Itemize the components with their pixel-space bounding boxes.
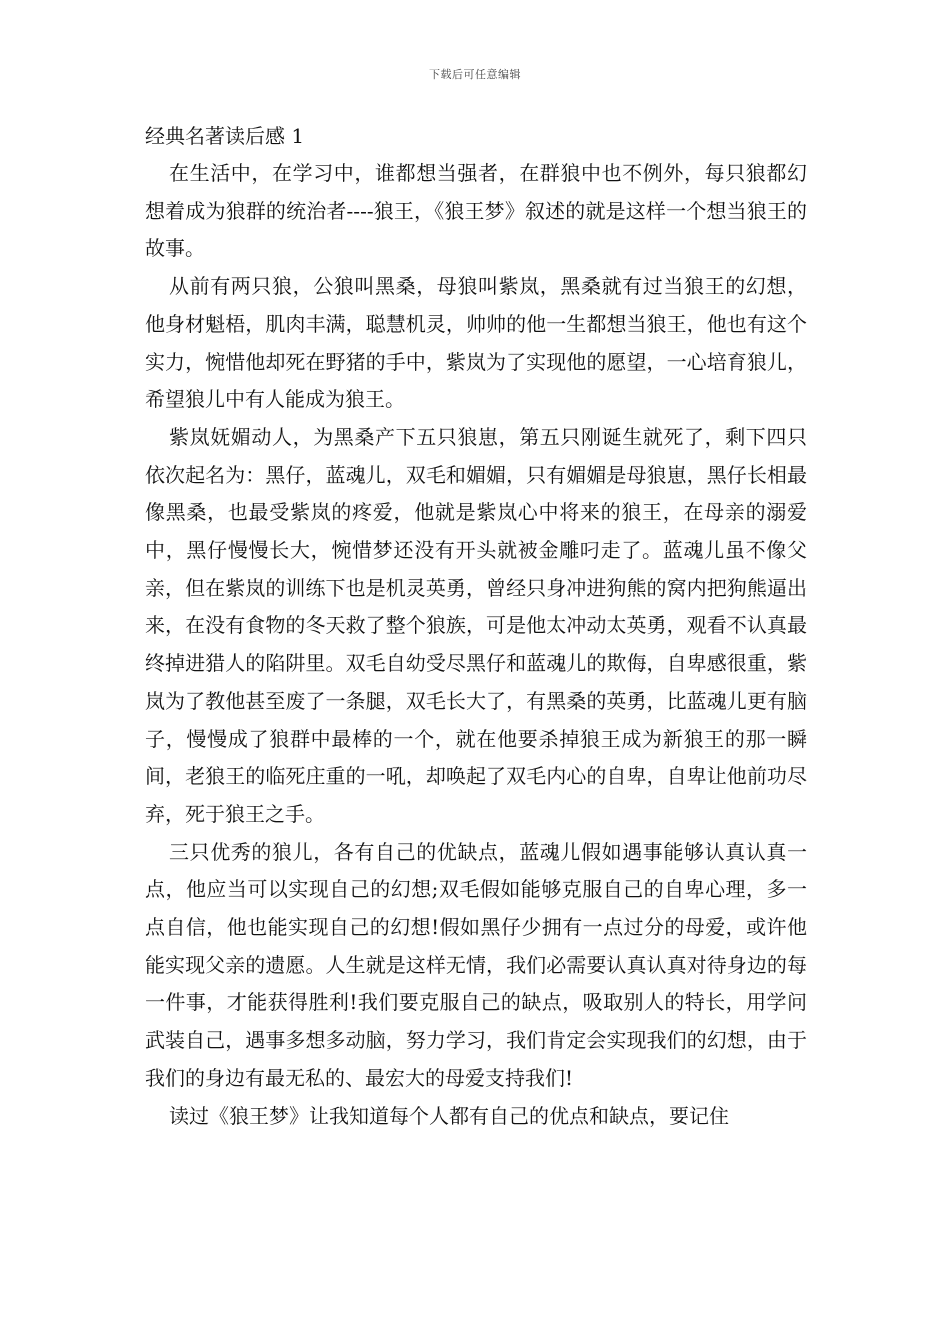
paragraph: 紫岚妩媚动人，为黑桑产下五只狼崽，第五只刚诞生就死了，剩下四只依次起名为：黑仔，蓝魂儿，双毛和媚媚，只有媚媚是母狼崽，黑仔长相最像黑桑，也最受紫岚的疼爱，他就是紫岚心中将来的狼王，在母亲的溺爱中，黑仔慢慢长大，惋惜梦还没有开头就被金雕叼走了。蓝魂儿虽不像父亲，但在紫岚的训练下也是机灵英勇，曾经只身冲进狗熊的窝内把狗熊逼出来，在没有食物的冬天救了整个狼族，可是他太冲动太英勇，观看不认真最终掉进猎人的陷阱里。双毛自幼受尽黑仔和蓝魂儿的欺侮，自卑感很重，紫岚为了教他甚至废了一条腿，双毛长大了，有黑桑的英勇，比蓝魂儿更有脑子，慢慢成了狼群中最棒的一个，就在他要杀掉狼王成为新狼王的那一瞬间，老狼王的临死庄重的一吼，却唤起了双毛内心的自卑，自卑让他前功尽弃，死于狼王之手。 [145, 424, 807, 826]
page-header-note: 下载后可任意编辑 [429, 68, 521, 81]
document-title: 经典名著读后感 1 [145, 124, 305, 148]
document-body [145, 118, 807, 1135]
paragraph: 从前有两只狼，公狼叫黑桑，母狼叫紫岚，黑桑就有过当狼王的幻想，他身材魁梧，肌肉丰满，聪慧机灵，帅帅的他一生都想当狼王，他也有这个实力，惋惜他却死在野猪的手中，紫岚为了实现他的愿望，一心培育狼儿，希望狼儿中有人能成为狼王。 [145, 274, 807, 412]
paragraph: 在生活中，在学习中，谁都想当强者，在群狼中也不例外，每只狼都幻想着成为狼群的统治者----狼王，《狼王梦》叙述的就是这样一个想当狼王的故事。 [145, 161, 807, 261]
paragraph: 读过《狼王梦》让我知道每个人都有自己的优点和缺点，要记住 [169, 1103, 729, 1128]
paragraph: 三只优秀的狼儿，各有自己的优缺点，蓝魂儿假如遇事能够认真认真一点，他应当可以实现自己的幻想;双毛假如能够克服自己的自卑心理，多一点自信，他也能实现自己的幻想!假如黑仔少拥有一点过分的母爱，或许他能实现父亲的遗愿。人生就是这样无情，我们必需要认真认真对待身边的每一件事，才能获得胜利!我们要克服自己的缺点，吸取别人的特长，用学问武装自己，遇事多想多动脑，努力学习，我们肯定会实现我们的幻想，由于我们的身边有最无私的、最宏大的母爱支持我们! [145, 839, 807, 1090]
